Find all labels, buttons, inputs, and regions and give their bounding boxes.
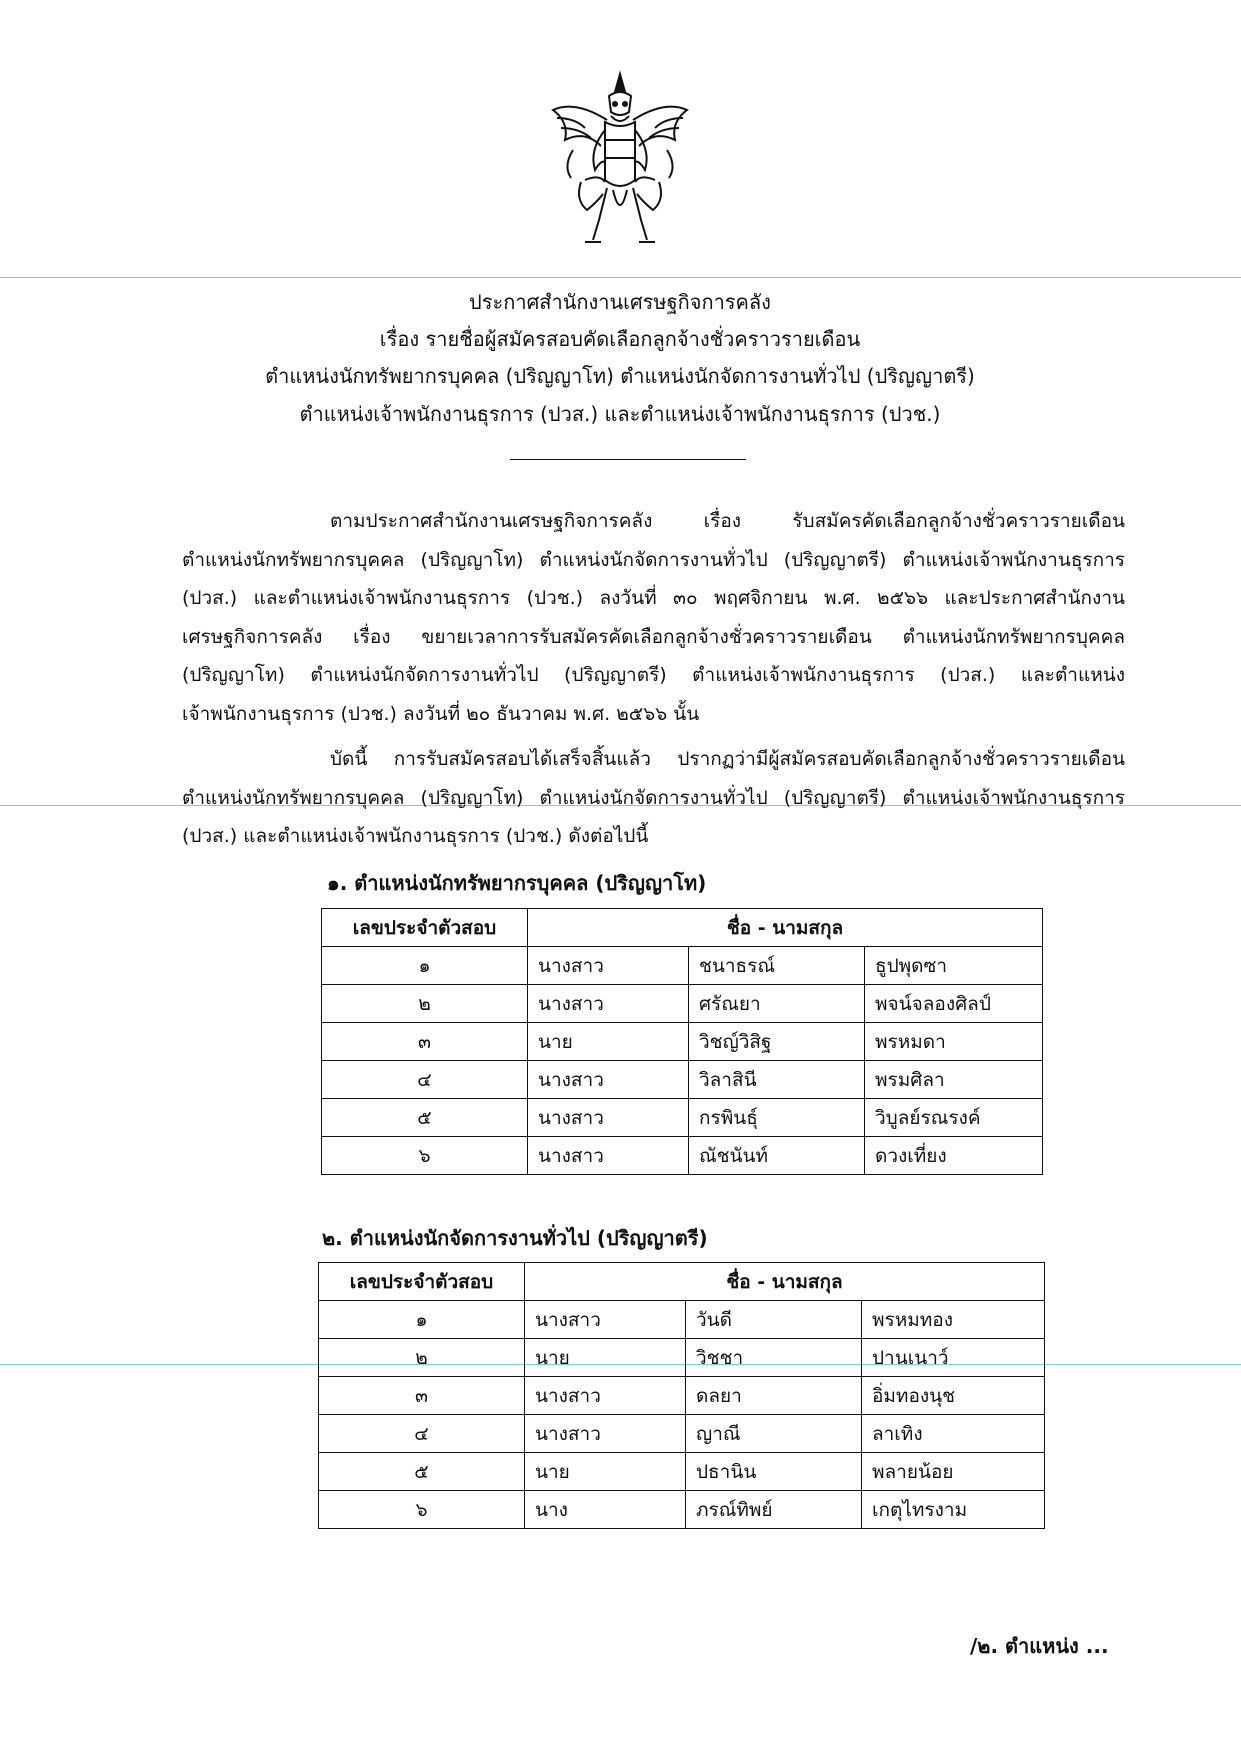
first-name: กรพินธุ์ bbox=[689, 1099, 865, 1137]
section-1-title: ๑. ตำแหน่งนักทรัพยากรบุคคล (ปริญญาโท) bbox=[327, 871, 707, 895]
exam-id: ๓ bbox=[319, 1377, 525, 1415]
body-paragraph-2 bbox=[182, 740, 1125, 856]
announcement-positions-line1: ตำแหน่งนักทรัพยากรบุคคล (ปริญญาโท) ตำแหน่งนักจัดการงานทั่วไป (ปริญญาตรี) bbox=[265, 364, 975, 388]
paragraph-1-line-6: เจ้าพนักงานธุรการ (ปวช.) ลงวันที่ ๒๐ ธันวาคม พ.ศ. ๒๕๖๖ นั้น bbox=[182, 702, 700, 725]
paragraph-1-line-1: ตามประกาศสำนักงานเศรษฐกิจการคลัง เรื่อง รับสมัครคัดเลือกลูกจ้างชั่วคราวรายเดือน bbox=[330, 510, 1125, 532]
table-row bbox=[319, 1339, 1045, 1377]
body-paragraph-1 bbox=[182, 502, 1125, 733]
name-prefix: นางสาว bbox=[528, 1137, 689, 1175]
table-row bbox=[322, 985, 1043, 1023]
table-row bbox=[319, 1377, 1045, 1415]
name-prefix: นางสาว bbox=[528, 1099, 689, 1137]
announcement-positions-line2: ตำแหน่งเจ้าพนักงานธุรการ (ปวส.) และตำแหน่งเจ้าพนักงานธุรการ (ปวช.) bbox=[299, 402, 941, 426]
table-row bbox=[322, 1061, 1043, 1099]
paragraph-2-line-3: (ปวส.) และตำแหน่งเจ้าพนักงานธุรการ (ปวช.) ดังต่อไปนี้ bbox=[182, 825, 649, 847]
table-row bbox=[319, 1453, 1045, 1491]
table-row bbox=[319, 1491, 1045, 1529]
table-row bbox=[319, 1301, 1045, 1339]
exam-id: ๕ bbox=[322, 1099, 528, 1137]
col-full-name: ชื่อ - นามสกุล bbox=[528, 909, 1043, 947]
name-prefix: นางสาว bbox=[525, 1415, 686, 1453]
exam-id: ๑ bbox=[322, 947, 528, 985]
col-exam-id: เลขประจำตัวสอบ bbox=[319, 1263, 525, 1301]
table-row bbox=[319, 1415, 1045, 1453]
last-name: พรหมดา bbox=[865, 1023, 1043, 1061]
first-name: ชนาธรณ์ bbox=[689, 947, 865, 985]
guide-line-top bbox=[0, 277, 1241, 278]
col-exam-id: เลขประจำตัวสอบ bbox=[322, 909, 528, 947]
last-name: พรมศิลา bbox=[865, 1061, 1043, 1099]
table-row bbox=[322, 1099, 1043, 1137]
section-2-title: ๒. ตำแหน่งนักจัดการงานทั่วไป (ปริญญาตรี) bbox=[322, 1226, 708, 1250]
garuda-emblem-icon bbox=[545, 70, 695, 255]
first-name: วิลาสินี bbox=[689, 1061, 865, 1099]
paragraph-1-line-3: (ปวส.) และตำแหน่งเจ้าพนักงานธุรการ (ปวช.) ลงวันที่ ๓๐ พฤศจิกายน พ.ศ. ๒๕๖๖ และประกาศสำนักงาน bbox=[182, 587, 1125, 609]
first-name: ญาณี bbox=[686, 1415, 862, 1453]
name-prefix: นางสาว bbox=[528, 1061, 689, 1099]
last-name: ลาเทิง bbox=[862, 1415, 1045, 1453]
paragraph-1-line-5: (ปริญญาโท) ตำแหน่งนักจัดการงานทั่วไป (ปริญญาตรี) ตำแหน่งเจ้าพนักงานธุรการ (ปวส.) และตำแหน่ง bbox=[182, 664, 1125, 686]
name-prefix: นาย bbox=[525, 1453, 686, 1491]
last-name: ดวงเที่ยง bbox=[865, 1137, 1043, 1175]
announcement-subject: เรื่อง รายชื่อผู้สมัครสอบคัดเลือกลูกจ้างชั่วคราวรายเดือน bbox=[379, 327, 861, 351]
section-1-table bbox=[321, 908, 1043, 1175]
first-name: ณัชนันท์ bbox=[689, 1137, 865, 1175]
announcement-title: ประกาศสำนักงานเศรษฐกิจการคลัง bbox=[469, 290, 771, 314]
name-prefix: นางสาว bbox=[528, 985, 689, 1023]
table-row bbox=[322, 1023, 1043, 1061]
name-prefix: นาย bbox=[528, 1023, 689, 1061]
last-name: พลายน้อย bbox=[862, 1453, 1045, 1491]
first-name: วิชญ์วิสิฐ bbox=[689, 1023, 865, 1061]
first-name: วันดี bbox=[686, 1301, 862, 1339]
exam-id: ๔ bbox=[319, 1415, 525, 1453]
name-prefix: นางสาว bbox=[528, 947, 689, 985]
table-row bbox=[322, 947, 1043, 985]
table-header-row bbox=[322, 909, 1043, 947]
page-continuation: /๒. ตำแหน่ง ... bbox=[970, 1634, 1109, 1658]
name-prefix: นางสาว bbox=[525, 1301, 686, 1339]
paragraph-2-line-2: ตำแหน่งนักทรัพยากรบุคคล (ปริญญาโท) ตำแหน่งนักจัดการงานทั่วไป (ปริญญาตรี) ตำแหน่งเจ้าพนักงานธุรการ bbox=[182, 786, 1125, 809]
table-row bbox=[322, 1137, 1043, 1175]
table-header-row bbox=[319, 1263, 1045, 1301]
last-name: พจน์จลองศิลป์ bbox=[865, 985, 1043, 1023]
exam-id: ๖ bbox=[322, 1137, 528, 1175]
paragraph-1-line-2: ตำแหน่งนักทรัพยากรบุคคล (ปริญญาโท) ตำแหน่งนักจัดการงานทั่วไป (ปริญญาตรี) ตำแหน่งเจ้าพนักงานธุรการ bbox=[182, 548, 1125, 571]
exam-id: ๕ bbox=[319, 1453, 525, 1491]
paragraph-2-line-1: บัดนี้ การรับสมัครสอบได้เสร็จสิ้นแล้ว ปรากฏว่ามีผู้สมัครสอบคัดเลือกลูกจ้างชั่วคราวรายเดือน bbox=[330, 748, 1125, 770]
last-name: เกตุไทรงาม bbox=[862, 1491, 1045, 1529]
first-name: ดลยา bbox=[686, 1377, 862, 1415]
last-name: ปานเนาว์ bbox=[862, 1339, 1045, 1377]
first-name: วิชชา bbox=[686, 1339, 862, 1377]
first-name: ศรัณยา bbox=[689, 985, 865, 1023]
paragraph-1-line-4: เศรษฐกิจการคลัง เรื่อง ขยายเวลาการรับสมัครคัดเลือกลูกจ้างชั่วคราวรายเดือน ตำแหน่งนักทรัพยากรบุคคล bbox=[182, 625, 1125, 648]
last-name: พรหมทอง bbox=[862, 1301, 1045, 1339]
name-prefix: นาย bbox=[525, 1339, 686, 1377]
first-name: ภรณ์ทิพย์ bbox=[686, 1491, 862, 1529]
name-prefix: นาง bbox=[525, 1491, 686, 1529]
last-name: ธูปพุดซา bbox=[865, 947, 1043, 985]
section-2-table bbox=[318, 1262, 1045, 1529]
exam-id: ๒ bbox=[322, 985, 528, 1023]
exam-id: ๑ bbox=[319, 1301, 525, 1339]
exam-id: ๔ bbox=[322, 1061, 528, 1099]
col-full-name: ชื่อ - นามสกุล bbox=[525, 1263, 1045, 1301]
first-name: ปธานิน bbox=[686, 1453, 862, 1491]
heading-divider bbox=[510, 459, 746, 460]
last-name: อิ่มทองนุช bbox=[862, 1377, 1045, 1415]
exam-id: ๒ bbox=[319, 1339, 525, 1377]
exam-id: ๖ bbox=[319, 1491, 525, 1529]
exam-id: ๓ bbox=[322, 1023, 528, 1061]
name-prefix: นางสาว bbox=[525, 1377, 686, 1415]
last-name: วิบูลย์รณรงค์ bbox=[865, 1099, 1043, 1137]
